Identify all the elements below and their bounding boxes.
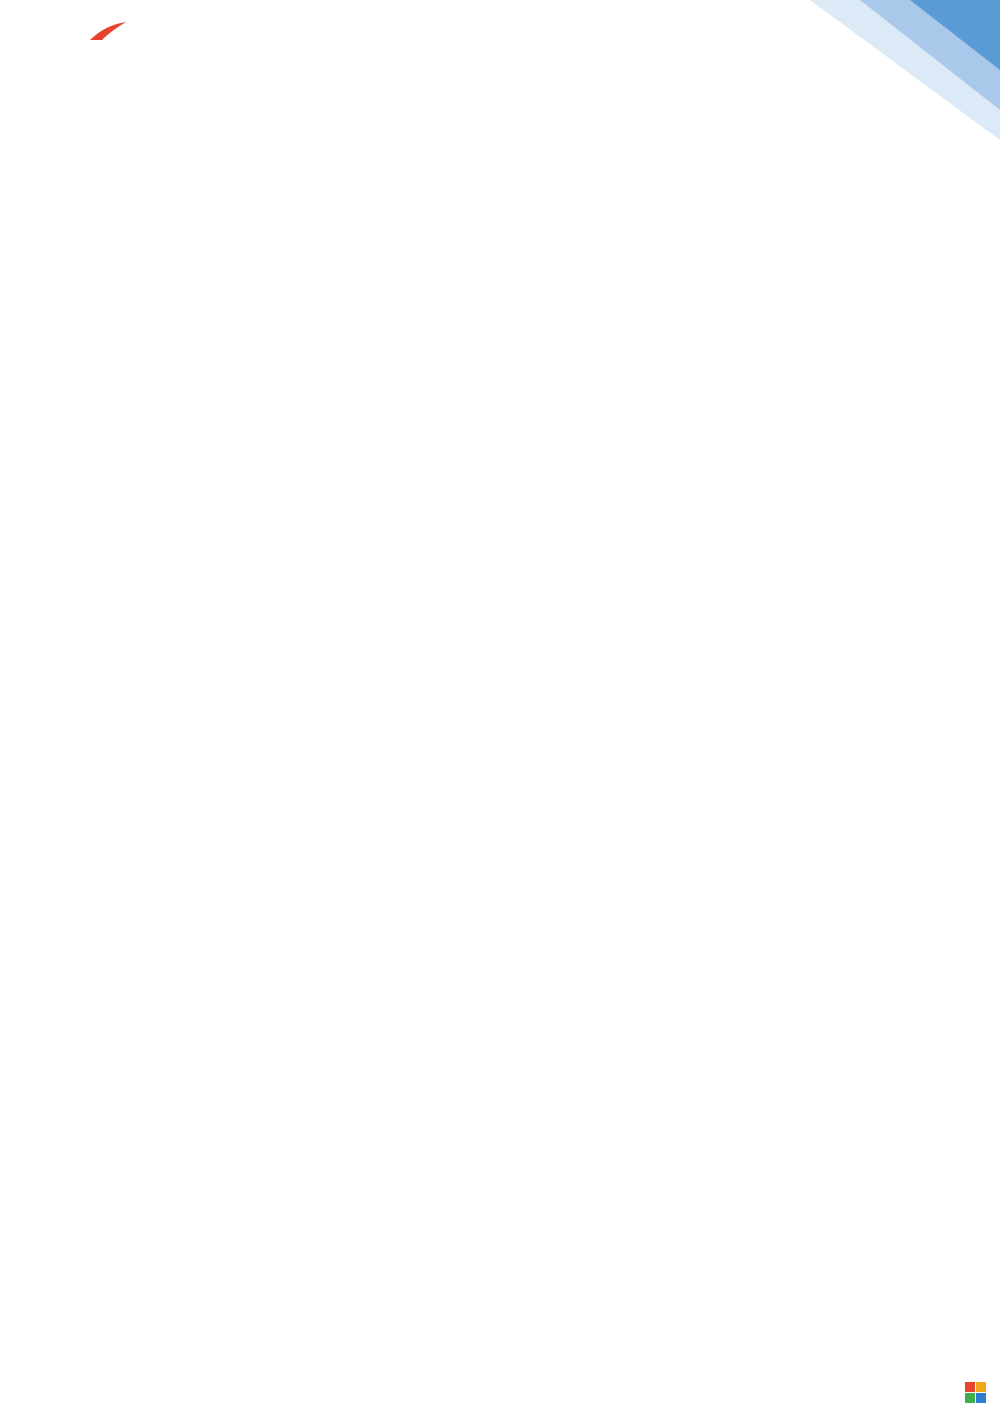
lw-letter — [976, 1382, 986, 1392]
lw-letter — [965, 1393, 975, 1403]
liveworksheets-logo-icon — [965, 1382, 986, 1403]
corner-decoration — [800, 0, 1000, 140]
lw-letter — [976, 1393, 986, 1403]
lw-letter — [965, 1382, 975, 1392]
liveworksheets-watermark — [965, 1375, 988, 1409]
logo-swoosh-icon — [88, 20, 128, 42]
